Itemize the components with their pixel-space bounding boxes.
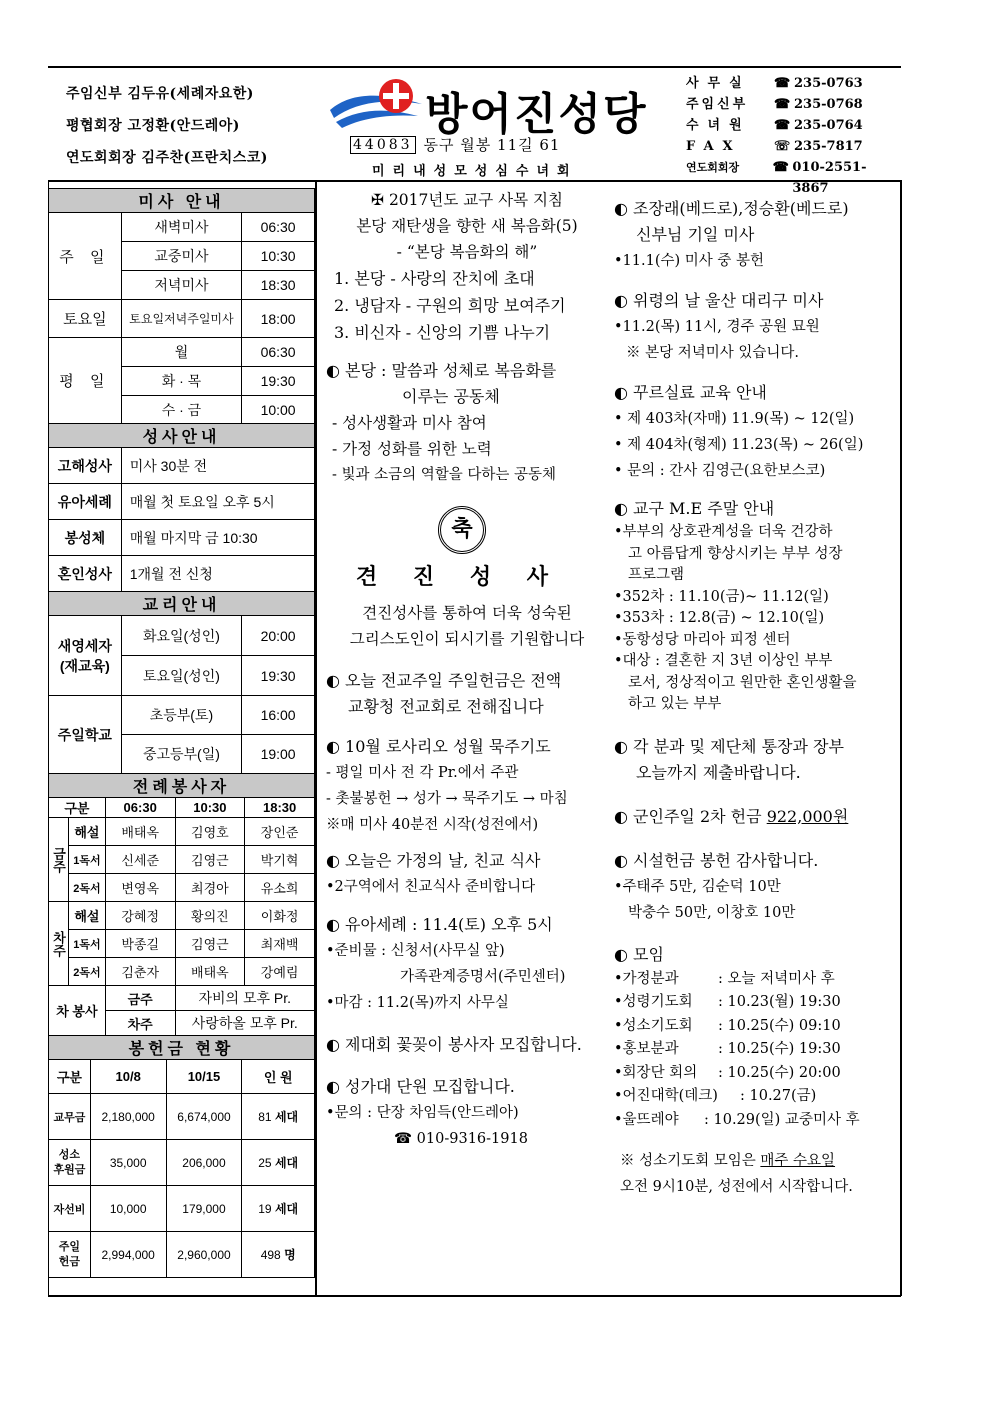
parish-title: ◐ 본당 : 말씀과 성체로 복음화를 (326, 361, 557, 380)
phone-icon: ☎ (774, 76, 791, 91)
choir-title: ◐ 성가대 단원 모집합니다. (326, 1077, 515, 1096)
phone-icon: ☎ (772, 160, 789, 175)
pastor-line: 주임신부 김두유(세례자요한) (66, 86, 254, 102)
parish-title-2: 이루는 공동체 (402, 387, 500, 406)
sisters-congregation: 미리내성모성심수녀회 (372, 164, 578, 179)
bank-notice: ◐ 각 분과 및 제단체 통장과 장부 (614, 736, 844, 756)
mass-table: 미사 안내 주 일 새벽미사 06:30 교중미사 10:30 저녁미사 18:30 토요일 토요일저녁주일미사 18:00 평 일 월 06:30 화 · 목 19:30 수 · 금 10:00 (48, 188, 315, 424)
cursillo-item: • 문의 : 간사 김영근(요한보스코) (614, 463, 826, 479)
mass-title: 미사 안내 (49, 189, 315, 213)
address-line (350, 134, 560, 155)
sacrament-title: 성사안내 (49, 424, 315, 448)
facility-offering-title: ◐ 시설헌금 봉헌 감사합니다. (614, 850, 819, 870)
contact-pastor: 주임신부 ☎ 235-0768 (686, 94, 901, 115)
header-top-rule (48, 66, 901, 68)
baptism-item: •준비물 : 신청서(사무실 앞) (326, 943, 505, 959)
meeting-item: •울뜨레야 : 10.29(일) 교중미사 후 (614, 1111, 860, 1128)
phone-icon: ☎ (774, 118, 791, 133)
memorial-item: •11.1(수) 미사 중 봉헌 (614, 253, 765, 269)
doctrine-table: 교리안내 새영세자 (재교육) 화요일(성인) 20:00 토요일(성인) 19:30 주일학교 초등부(토) 16:00 중고등부(일) 19:00 (48, 591, 315, 774)
all-souls-item: •11.2(목) 11시, 경주 공원 묘원 (614, 319, 820, 335)
military-offering-amount: 922,000원 (766, 806, 849, 826)
rosary-item: - 촛불봉헌 → 성가 → 묵주기도 → 마침 (326, 791, 568, 807)
policy-item: 2. 냉담자 - 구원의 희망 보여주기 (334, 296, 566, 315)
family-day-item: •2구역에서 친교식사 준비합니다 (326, 879, 536, 895)
contact-convent: 수녀원 ☎ 235-0764 (686, 115, 901, 136)
me-items (614, 522, 898, 716)
parish-item: - 빛과 소금의 역할을 다하는 공동체 (332, 467, 557, 483)
all-souls-title: ◐ 위령의 날 울산 대리구 미사 (614, 291, 824, 310)
column-divider (315, 180, 317, 1296)
bank-notice-2: 오늘까지 제출바랍니다. (636, 762, 801, 782)
baptism-title: ◐ 유아세례 : 11.4(토) 오후 5시 (326, 915, 553, 934)
meeting-item: •홍보분과 : 10.25(수) 19:30 (614, 1041, 841, 1057)
me-item: •353차 : 12.8(금) ~ 12.10(일) (614, 610, 825, 626)
yeondo-president-line: 연도회회장 김주찬(프란치스코) (66, 150, 268, 166)
baptism-item: •마감 : 11.2(목)까지 사무실 (326, 995, 509, 1011)
choir-phone: ☎ 010-9316-1918 (394, 1131, 528, 1147)
memorial-title: ◐ 조장래(베드로),정승환(베드로) (614, 199, 849, 218)
me-item: •부부의 상호관계성을 더욱 건강하 (614, 524, 833, 540)
me-title: ◐ 교구 M.E 주말 안내 (614, 499, 775, 518)
meeting-item: •어진대학(데크) : 10.27(금) (614, 1088, 817, 1104)
phone-icon: ☎ (774, 97, 791, 112)
postcode: 44083 (350, 136, 416, 154)
rosary-item: ※매 미사 40분전 시작(성전에서) (326, 817, 539, 833)
bottom-rule (48, 1295, 901, 1297)
outer-left-border (48, 180, 49, 1296)
military-offering: ◐ 군인주일 2차 헌금 922,000원 (614, 806, 849, 826)
doctrine-title: 교리안내 (49, 592, 315, 616)
fax-icon: ☏ (774, 139, 791, 154)
facility-offering-item: •주태주 5만, 김순덕 10만 (614, 878, 781, 895)
left-info-column (48, 188, 315, 1278)
me-item: 하고 있는 부부 (628, 696, 722, 712)
address: 동구 월봉 11길 61 (423, 136, 561, 154)
right-column (614, 196, 898, 1200)
confirmation-text: 그리스도인이 되시기를 기원합니다 (349, 630, 585, 648)
header-left-officers (66, 78, 316, 174)
me-item: 고 아름답게 향상시키는 부부 성장 (628, 545, 843, 562)
header-contacts (686, 73, 901, 196)
contact-yeondo: 연도회회장 ☎ 010-2551-3867 (686, 157, 901, 178)
cursillo-title: ◐ 꾸르실료 교육 안내 (614, 383, 767, 402)
policy-year: - “본당 복음화의 해” (396, 243, 538, 261)
policy-item: 1. 본당 - 사랑의 잔치에 초대 (334, 269, 535, 288)
me-item: •352차 : 11.10(금)~ 11.12(일) (614, 588, 829, 605)
confirmation-text: 견진성사를 통하여 더욱 성숙된 (362, 604, 572, 622)
celebrate-emblem (316, 506, 608, 554)
contact-office: 사무실 ☎ 235-0763 (686, 73, 901, 94)
offering-table: 봉헌금 현황 구분 10/8 10/15 인 원 교무금 2,180,000 6,674,000 81 세대 성소 후원금 35,000 206,000 25 세대 자선비 10,000 179,000 19 세대 주일 헌금 2,994,000 2,960,000 498 명 (48, 1035, 315, 1278)
confirmation-title: 견 진 성 사 (356, 564, 562, 590)
rosary-title: ◐ 10월 로사리오 성월 묵주기도 (326, 737, 551, 756)
all-souls-item: ※ 본당 저녁미사 있습니다. (626, 345, 800, 361)
memorial-title-2: 신부님 기일 미사 (636, 225, 755, 244)
choir-item: •문의 : 단장 차임득(안드레아) (326, 1105, 519, 1121)
policy-item: 3. 비신자 - 신앙의 기쁨 나누기 (334, 323, 551, 342)
parish-item: - 가정 성화를 위한 노력 (332, 440, 492, 458)
sacrament-table: 성사안내 고해성사 미사 30분 전 유아세례 매월 첫 토요일 오후 5시 봉성체 매월 마지막 금 10:30 혼인성사 1개월 전 신청 (48, 423, 315, 592)
meetings-list (614, 968, 898, 1133)
me-item: 프로그램 (628, 567, 685, 583)
rosary-item: - 평일 미사 전 각 Pr.에서 주관 (326, 765, 519, 781)
facility-offering-item: 박충수 50만, 이창호 10만 (628, 904, 796, 921)
altar-flower-notice: ◐ 제대회 꽃꽂이 봉사자 모집합니다. (326, 1035, 582, 1054)
baptism-item: 가족관계증명서(주민센터) (400, 969, 566, 985)
me-item: 로서, 정상적이고 원만한 혼인생활을 (628, 674, 857, 691)
mission-sunday-2: 교황청 전교회로 전해집니다 (348, 697, 544, 716)
cursillo-item: • 제 403차(자매) 11.9(목) ~ 12(일) (614, 411, 855, 427)
meeting-item: •성소기도회 : 10.25(수) 09:10 (614, 1017, 841, 1034)
vocation-note: ※ 성소기도회 모임은 매주 수요일 (620, 1153, 836, 1169)
liturgy-table: 전례봉사자 구분 06:30 10:30 18:30 금주 해설 배태옥 김영호 장인준 1독서 신세준 김영근 박기혁 2독서 변영옥 최경아 유소희 차주 해설 강혜정 황의진 이화정 1독서 박종길 김영근 최재백 2독서 김춘자 배태옥 강예림 차 봉사 금주 자비의 모후 Pr. 차주 사랑하올 모후 Pr. (48, 773, 315, 1036)
parish-item: - 성사생활과 미사 참여 (332, 414, 487, 432)
me-item: •대상 : 결혼한 지 3년 이상인 부부 (614, 653, 833, 669)
cursillo-item: • 제 404차(형제) 11.23(목) ~ 26(일) (614, 437, 864, 453)
meetings-title: ◐ 모임 (614, 944, 664, 964)
church-logo-icon (326, 74, 426, 132)
council-president-line: 평협회장 고정환(안드레아) (66, 118, 240, 134)
middle-column (326, 187, 608, 1152)
policy-title: ✠ 2017년도 교구 사목 지침 (371, 191, 563, 209)
liturgy-title: 전례봉사자 (49, 774, 315, 798)
contact-fax: FAX ☏ 235-7817 (686, 136, 901, 157)
meeting-item: •회장단 회의 : 10.25(수) 20:00 (614, 1064, 841, 1081)
mission-sunday: ◐ 오늘 전교주일 주일헌금은 전액 (326, 671, 562, 690)
celebrate-icon: 축 (438, 506, 486, 554)
offering-title: 봉헌금 현황 (49, 1036, 315, 1060)
meeting-item: •성령기도회 : 10.23(월) 19:30 (614, 994, 841, 1010)
header-bottom-rule (48, 180, 901, 182)
family-day-title: ◐ 오늘은 가정의 날, 친교 식사 (326, 851, 541, 870)
me-item: •동항성당 마리아 피정 센터 (614, 631, 791, 648)
meeting-item: •가정분과 : 오늘 저녁미사 후 (614, 970, 835, 987)
policy-subtitle: 본당 재탄생을 향한 새 복음화(5) (356, 217, 578, 235)
church-name: 방어진성당 (425, 89, 648, 140)
outer-right-border (900, 180, 902, 1296)
vocation-note-2: 오전 9시10분, 성전에서 시작합니다. (620, 1179, 853, 1195)
